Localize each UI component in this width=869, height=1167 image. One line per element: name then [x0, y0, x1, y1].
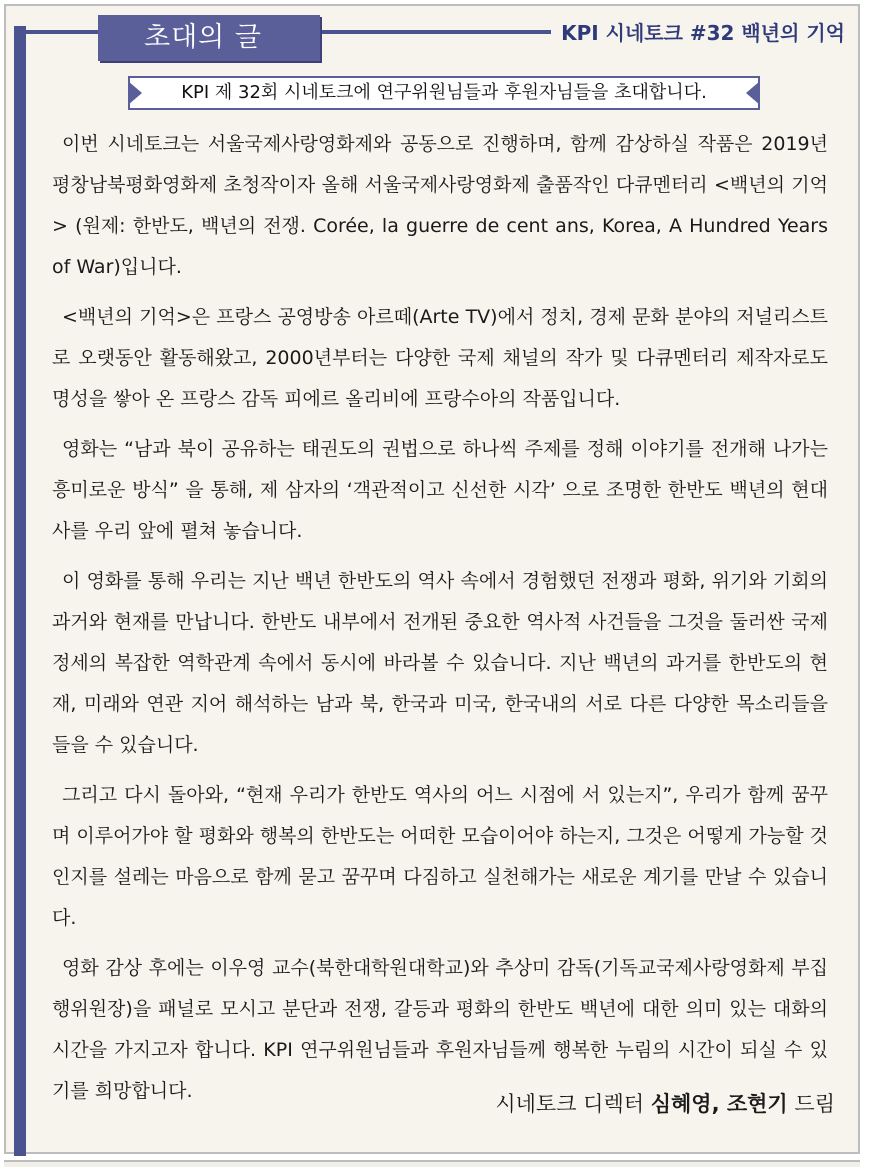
- signature-role: 시네토크 디렉터: [495, 1092, 645, 1116]
- chevron-right-icon: [128, 81, 142, 105]
- paragraph: 그리고 다시 돌아와, “현재 우리가 한반도 역사의 어느 시점에 서 있는지”, 우리가 함께 꿈꾸며 이루어가야 할 평화와 행복의 한반도는 어떠한 모습이어야 하는지, 그것은 어떻게 가능할 것인지를 설레는 마음으로 함께 묻고 꿈꾸며 다짐하고 실천해가는 새로운 계기를 만날 수 있습니다.: [52, 784, 828, 929]
- invitation-banner-text: KPI 제 32회 시네토크에 연구위원님들과 후원자님들을 초대합니다.: [181, 82, 707, 103]
- paragraph: <백년의 기억>은 프랑스 공영방송 아르떼(Arte TV)에서 정치, 경제 문화 분야의 저널리스트로 오랫동안 활동해왔고, 2000년부터는 다양한 국제 채널의 작가 및 다큐멘터리 제작자로도 명성을 쌓아 온 프랑스 감독 피에르 올리비에 프랑수아의 작품입니다.: [52, 306, 828, 410]
- left-accent-bar: [14, 26, 26, 1156]
- next-page-edge: [4, 1160, 860, 1167]
- paragraph: 이번 시네토크는 서울국제사랑영화제와 공동으로 진행하며, 함께 감상하실 작품은 2019년 평창남북평화영화제 초청작이자 올해 서울국제사랑영화제 출품작인 다큐멘터리 <백년의 기억> (원제: 한반도, 백년의 전쟁. Corée, la guerre de cent ans, Korea, A Hundred Years of War)입니다.: [52, 133, 828, 278]
- signature-names: 심혜영, 조현기: [650, 1092, 788, 1116]
- event-title: KPI 시네토크 #32 백년의 기억: [551, 18, 845, 48]
- paragraph: 영화는 “남과 북이 공유하는 태권도의 권법으로 하나씩 주제를 정해 이야기를 전개해 나가는 흥미로운 방식” 을 통해, 제 삼자의 ‘객관적이고 신선한 시각’ 으로 조명한 한반도 백년의 현대사를 우리 앞에 펼쳐 놓습니다.: [52, 438, 828, 542]
- letter-body: [52, 124, 828, 1121]
- section-title: 초대의 글: [144, 22, 262, 53]
- signature-closing: 드림: [794, 1092, 835, 1116]
- paragraph: 이 영화를 통해 우리는 지난 백년 한반도의 역사 속에서 경험했던 전쟁과 평화, 위기와 기회의 과거와 현재를 만납니다. 한반도 내부에서 전개된 중요한 역사적 사건들을 그것을 둘러싼 국제정세의 복잡한 역학관계 속에서 동시에 바라볼 수 있습니다. 지난 백년의 과거를 한반도의 현재, 미래와 연관 지어 해석하는 남과 북, 한국과 미국, 한국내의 서로 다른 다양한 목소리들을 들을 수 있습니다.: [52, 570, 828, 756]
- section-title-tab: [98, 15, 320, 61]
- chevron-left-icon: [746, 81, 760, 105]
- invitation-banner: [128, 76, 760, 110]
- paragraph: 영화 감상 후에는 이우영 교수(북한대학원대학교)와 추상미 감독(기독교국제사랑영화제 부집행위원장)을 패널로 모시고 분단과 전쟁, 갈등과 평화의 한반도 백년에 대한 의미 있는 대화의 시간을 가지고자 합니다. KPI 연구위원님들과 후원자님들께 행복한 누림의 시간이 되실 수 있기를 희망합니다.: [52, 957, 828, 1102]
- signature: [495, 1088, 835, 1118]
